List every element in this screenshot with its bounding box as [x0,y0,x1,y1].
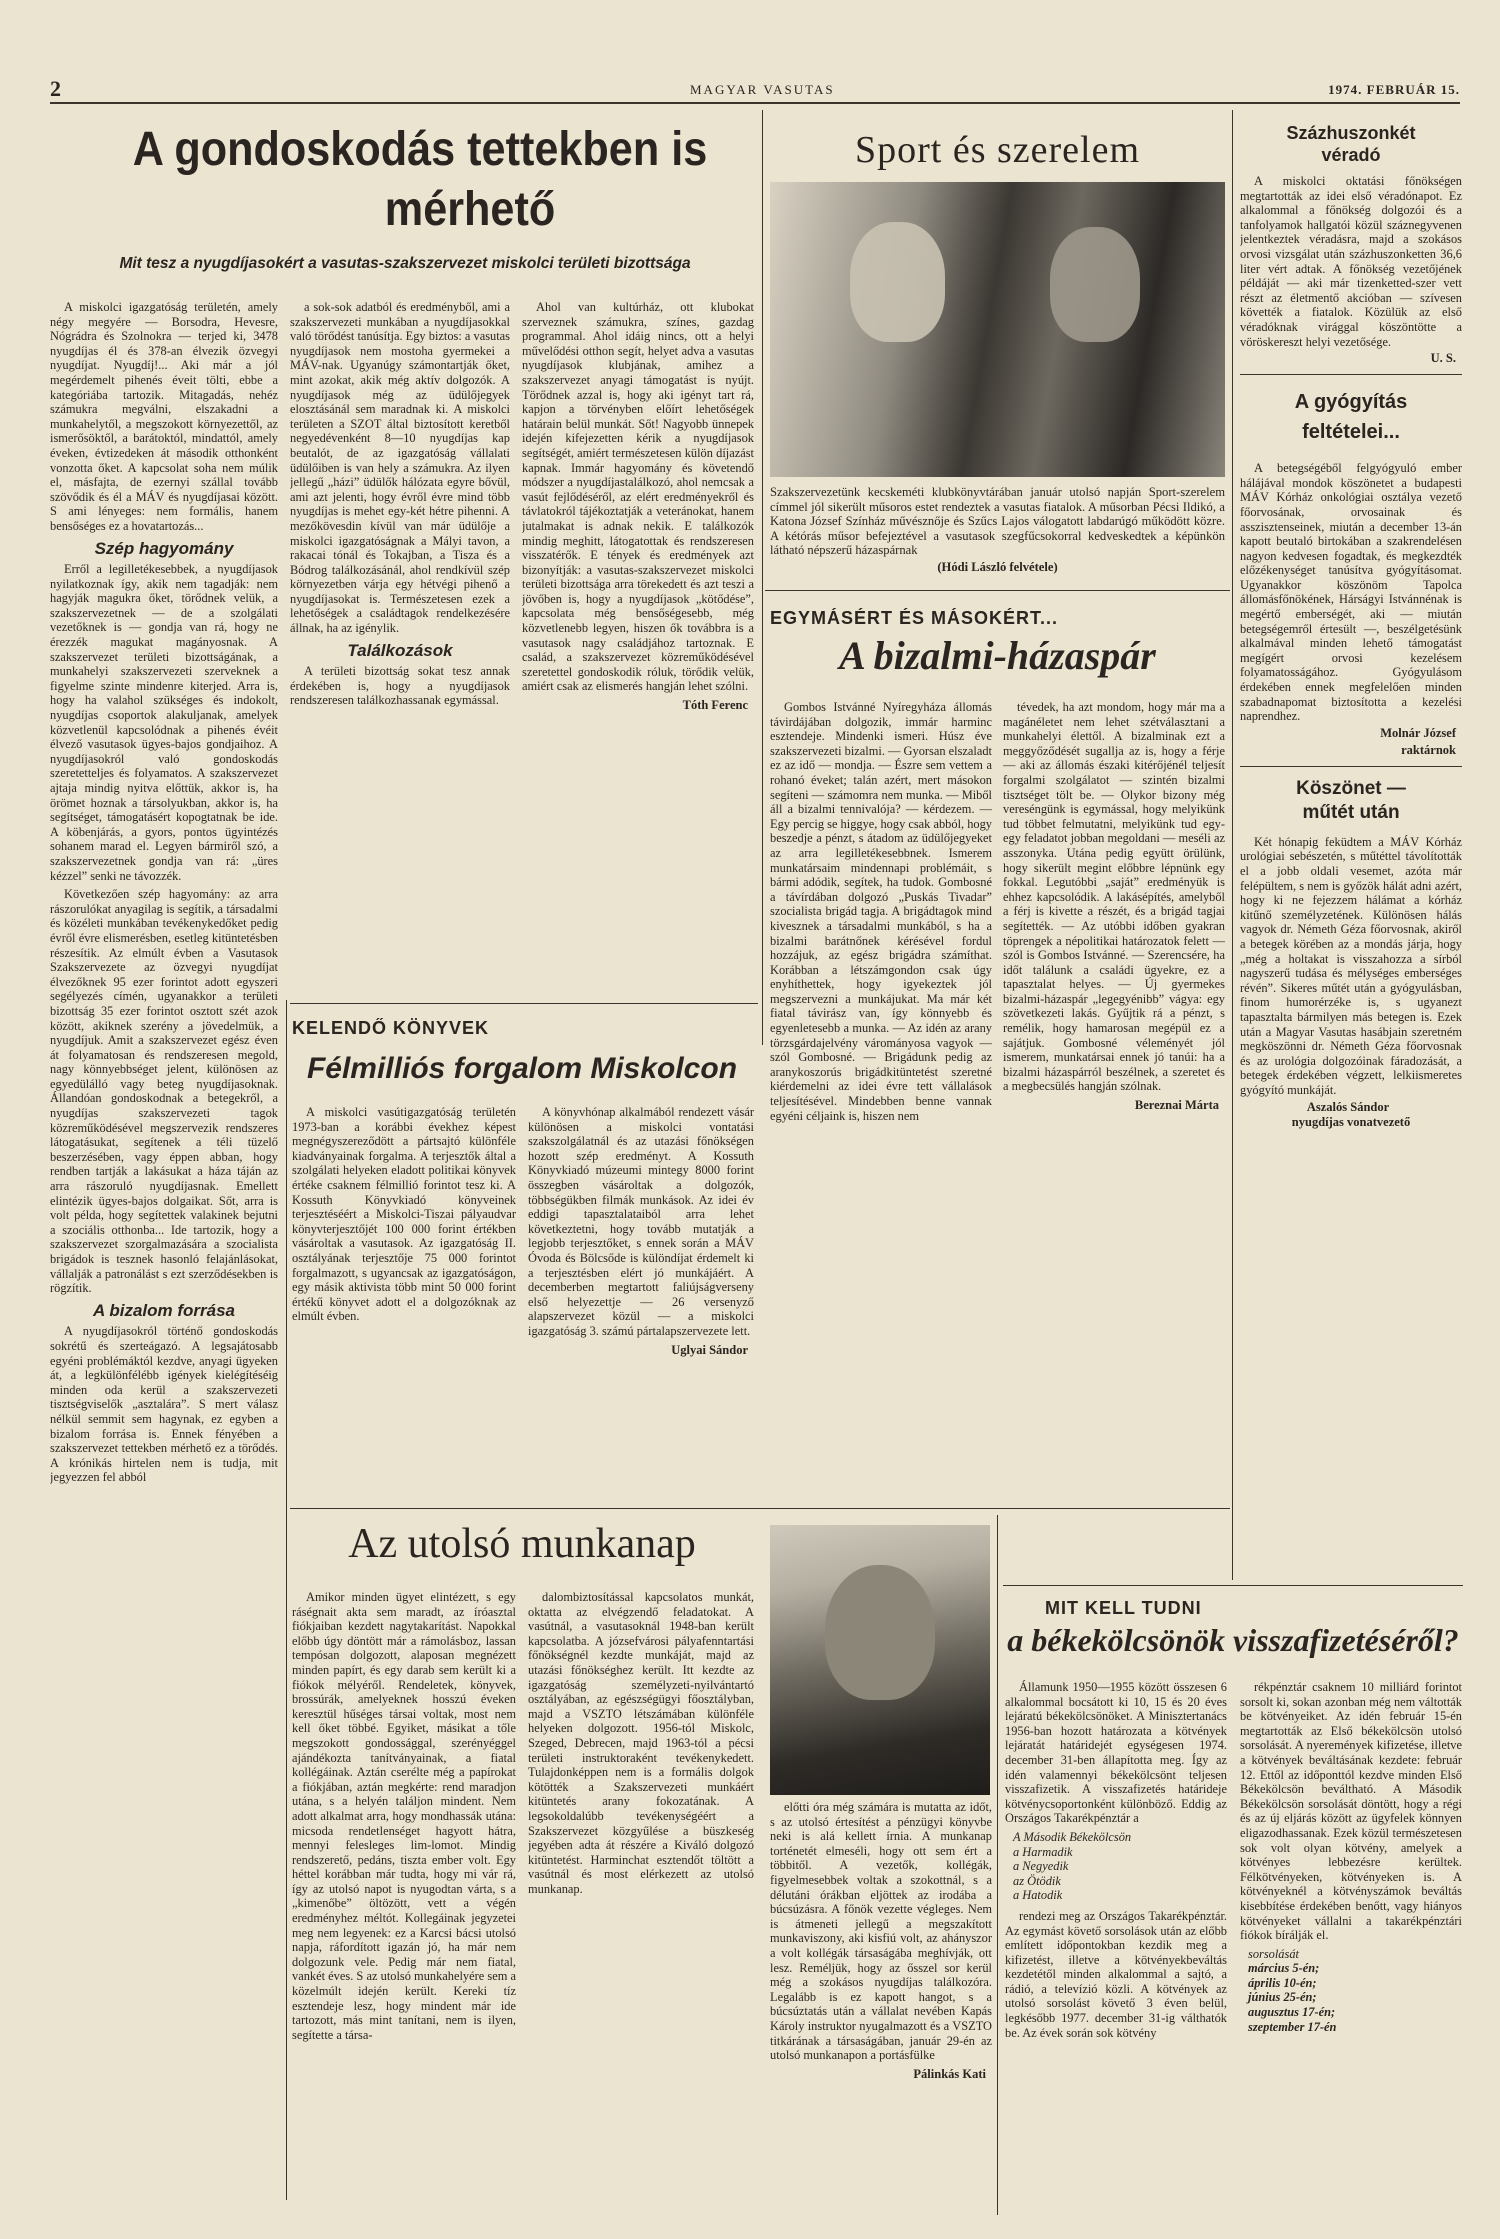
bizalmi-col2-para: tévedek, ha azt mondom, hogy már ma a magánéletet nem lehet szétválasztani a munkahelyi élettől. A bizalminak ezt a meggyőződését sugallja az is, hogy a férje — aki az állomás északi kitérőjénél teljesít forgalmi szolgálatot — szintén bizalmi tisztséget tölt be. — Olykor bizony még vereséngünk is egymással, hogy melyikünk tud többet felmutatni, melyikünk tud egy-egy feladatot jobban megoldani — meséli az asszonyka. Utána pedig együtt örülünk, hogy sikerült megint előbbre lépnünk egy fokkal. Legutóbbi „saját” eredményük is ehhez kapcsolódik. A lakásépítés, amelyből a férj is kivette a részét, és a brigád tagjai segítették. — Az utóbbi időben gyakran töprengek a népolitikai határozatok felett — szól is Gombos Istvánné. — Szerencsére, ha időt találunk a családi ügyekre, ez a tapasztalat helyes. — Új gyermekes bizalmi-házaspár „legegyénibb” vágya: egy szövetkezeti lakás. Gyűjtik rá a pénzt, s remélik, hogy hamarosan megépül ez a sajátjuk. Gombosné véleményét jól ismerem, munkatársai ennek jó tanúi: ha a bizalmi házaspárról beszélnek, a szeretet és a megbecsülés hangján szólnak. [1003,700,1225,1094]
photo-figure-man [1050,227,1140,342]
sport-credit: (Hódi László felvétele) [937,559,1058,574]
bizalmi-kicker: EGYMÁSÉRT ÉS MÁSOKÉRT... [770,608,1059,628]
koszonet-text: Két hónapig feküdtem a MÁV Kórház urológiai sebészetén, s műtéttel távolították el a jobb oldali vesemet, azóta már felépültem, s nem is győzök hálát adni azért, hogy ki ne fejezzem hálámat a kórház kitűnő személyzetének. Különösen hálás vagyok dr. Németh Géza főorvosnak, akiről a betegek körében az a mondás járja, hogy „még a holtakat is visszahozza a sírból nagyszerű tudása és mélységes emberséges révén”. Sikeres műtét után a gyógyulásban, finom humorérzéke is, s ugyanezt tapasztalta bármilyen más betegen is. Ezek után a Magyar Vasutas hasábjain szeretném megköszönni dr. Németh Géza főorvosnak és az urológia dolgozóinak fáradozását, a betegek érdekében végzett, lelkiismeretes gyógyító munkáját. [1240,834,1462,1097]
mitkell-col2 [1240,1680,1462,2210]
koszonet-sig2: nyugdíjas vonatvezető [1291,1114,1411,1129]
gyogy-title: A gyógyítás feltételei... [1294,391,1408,444]
issue-date: 1974. FEBRUÁR 15. [1328,82,1460,97]
veradas-text: A miskolci oktatási főnökségen megtartották az idei első véradónapot. Ez alkalommal a főnökség dolgozói és a tanfolyamok hallgatói közül száznegyvenen jelentkeztek véradásra, majd a szokásos orvosi vizsgálat után százhuszonketten 36,6 liter vért adtak. A főnökség vezetőjének példáját — aki már tizenketted-szer vett részt az életmentő akcióban — szívesen követték a fiatalok. Közülük az első véradóknak virággal köszöntötte a vöröskereszt helyi vezetősége. [1240,174,1462,349]
gyogy-sig1: Molnár József [1380,725,1456,740]
bizalmi-author: Bereznai Márta [1134,1098,1219,1113]
schedule-date: június 25-én; [1248,1990,1317,2005]
main-headline [100,120,740,270]
main-col1 [50,300,278,2200]
utolso-title: Az utolsó munkanap [348,1521,696,1567]
sport-caption [770,485,1225,585]
mitkell-schedule-dates [1248,1947,1462,2035]
page-number: 2 [50,80,61,101]
main-col3 [522,300,754,1000]
main-col1-para: A miskolci igazgatóság területén, amely négy megyére — Borsodra, Hevesre, Nógrádra és Szolnokra — terjed ki, 3478 nyugdíjas él és 378-an élvezik özvegyi nyugdíjat. Nyugdíj!... Aki már a jól megérdemelt pihenés éveit tölti, ebbe a kategóriába tartozik. Mitagadás, nehéz számukra megválni, elszakadni a munkahelytől, a megszokott környezettől, az ismerősöktől, a barátoktól, mindattól, amely éveken, évtizedeken át második otthonként vonzotta őket. A kapcsolat soha nem múlik el, másfajta, de ezernyi szállal tovább szövődik és él a MÁV és nyugdíjasai között. S ami lényeges: nem formális, hanem bensőséges ez a hovatartozás... [50,300,278,533]
schedule-name: az Ötödik [1013,1873,1061,1888]
divider [1232,110,1233,1580]
veradas-sig: U. S. [1430,351,1456,366]
main-col1-para: A nyugdíjasokról történő gondoskodás sokrétű és szerteágazó. A legsajátosabb egyéni problémáktól kezdve, anyagi ügyeken át, a legkülönfélébb igények kielégítéséig minden oda kerül a szakszervezeti tisztségviselők „asztalára”. S mert válasz nélkül semmit sem hagynak, ez egyben a bizalom forrása is. Ennek fényében a szakszervezet tettekben mérhető ez a törődés. A krónikás hirtelen nem is tudja, mit jegyezzen fel abból [50,1324,278,1485]
mitkell-col2-para: rékpénztár csaknem 10 milliárd forintot sorsolt ki, sokan azonban még nem váltották be kötvényeiket. Az idén február 15-én megtartották az Első békekölcsön utolsó sorsolását. A nyeremények kifizetése, illetve a kötvények beváltásának kezdete: február 12. Ettől az időponttól kezdve minden Első Békekölcsön beváltható. A Második Békekölcsön sorsolását döntött, hogy a régi és az új eljárás között az ügyfelek könnyen eligazodhassanak. Ezek közül természetesen sok volt olyan kötvény, amelyek a kötvényes lebbezésre kerültek. Félkötvényeken, kötvényeken is. A kötvényeknél a kötvényszámok beváltás kisebbítése érdekében benőtt, vagy hiányos kötvényeket vállalni a takarékpénztári fiókok bírálják el. [1240,1680,1462,1943]
mitkell-schedule [1013,1830,1227,1903]
veradas-title: Százhuszonkét véradó [1286,123,1416,165]
utolso-col3-para: előtti óra még számára is mutatta az időt, s az utolsó értesítést a pénzügyi könyvbe neki is alá kellett írnia. A munkanap torténetét elmeséli, hogy ott sem ért a többitől. A vezetők, kollégák, figyelmesebbek voltak a szokottnál, s a délutáni órákban eljöttek az irodába a búcsúzásra. A főnök vezette végleges. Nem is átmeneti jellegű a megszakított munkaviszony, aki kisfiú volt, az ahányszor a volt kollégák társaságába meghívják, ott lesz. Reméljük, hogy az ősszel sor kerül még a szokásos nyugdíjas találkozóra. Legalább is ez kapott hangot, s a búcsúztatás után a vállalat nevében Kapás Károly instruktor nyugalmazott és a VSZTO titkárának a társaságában, január 29-én az utolsó munkanapon a portásfülke [770,1800,992,2063]
koszonet-sig1: Aszalós Sándor [1306,1099,1390,1114]
bizalmi-col1-para: Gombos Istvánné Nyíregyháza állomás távirdájában dolgozik, immár harminc esztendeje. Mindenki ismeri. Húsz éve szakszervezeti bizalmi. — Gyorsan elszaladt ez az idő — mondja. — Észre sem vettem a rohanó éveket; talán azért, mert másokon segíteni — számomra nem munka. — Miből áll a bizalmi tennivalója? — kérdezem. — Egy percig se higgye, hogy csak abból, hogy beszedje a pénzt, s átadom az üdülőjegyeket az arra legilletékesebbnek. Ismerem munkatársaim mindennapi problémáit, s bármi adódik, segítek, ha tudok. Gombosné a távírdában dolgozó „Puskás Tivadar” szocialista brigád tagja. A brigádtagok mind kivesznek a társadalmi munkából, s ha a bizalmi barátnőnek kérésével fordul hozzájuk, az egész brigádra számíthat. Korábban a létszámgondon csak úgy enyhíthettek, hogy igyekeztek jól megszervezni a munkájukat. Ma már két fiatal távirász van, így könnyebb és egyenletesebb a munka. — Az idén az arany törzsgárdajelvény várományosa vagyok — szól Gombosné. — Brigádunk pedig az aranykoszorús brigádkitüntetést szeretné kiérdemelni az idei évre tett vállalások teljesítésével. Mindebben benne vannak egyéni céljaink is, hiszen nem [770,700,992,1123]
schedule-name: A Második Békekölcsön [1013,1829,1132,1844]
kelendo-kicker: KELENDŐ KÖNYVEK [292,1018,490,1038]
schedule-row [1013,1859,1227,1874]
bizalmi-col2 [1003,700,1225,1580]
utolso-author: Pálinkás Kati [913,2066,986,2081]
kelendo-col2-para: A könyvhónap alkalmából rendezett vásár különösen a miskolci vontatási szakszolgálatnál és az utazási főnökségen hozott szép eredményt. A Kossuth Könyvkiadó múzeumi mintegy 8000 forint összegben vásároltak a dolgozók, többségükben filmák munkások. Az idei év eddigi tapasztalataiból arra lehet következtetni, hogy tovább mutatják a legjobb terjesztőket, s ennek során a MÁV Óvoda és Bölcsőde is különdíjat érdemelt ki a terjesztésben elért jó munkájáért. A decemberben megtartott faliújságverseny első helyezettje — 26 versenyző alapszervezet közül — a miskolci igazgatóság 3. számú pártalapszervezete lett. [528,1105,754,1338]
sport-caption-text: Szakszervezetünk kecskeméti klubkönyvtárában január utolsó napján Sport-szerelem címmel jól sikerült műsoros estet rendeztek a vasutas fiatalok. A műsorban Pécsi Ildikó, a Katona József Színház művésznője és Szűcs Lajos válogatott labdarúgó működött közre. A kétórás műsor befejeztével a vasutasok szegfűcsokorral kedveskedtek a képünkön látható népszerű házaspárnak [770,485,1225,558]
utolso-col1 [292,1590,516,2220]
divider [1240,766,1462,767]
main-col2 [290,300,510,1000]
utolso-col2 [528,1590,754,2220]
schedule-row [1013,1888,1227,1903]
mitkell-col1-para: Államunk 1950—1955 között összesen 6 alkalommal bocsátott ki 10, 15 és 20 éves lejáratú békekölcsönöket. A Minisztertanács 1956-ban hozott határozata a kötvények lejáratát határidejét egységesen 1974. december 31-ben állapította meg. Így az idén valamennyi békekölcsönt teljesen visszafizetik. A visszafizetés határideje kötvénycsoportonként különböző. Eddig az Országos Takarékpénztár a [1005,1680,1227,1826]
koszonet-title: Köszönet — műtét után [1296,777,1406,823]
mitkell-col1-para: rendezi meg az Országos Takarékpénztár. Az egymást követő sorsolások után az előbb említett időpontokban kezdik meg a kifizetést, illetve a kötvényekbeváltás kezdetétől minden alkalommal a sajtó, a rádió, a televízió közli. A kötvények az utolsó sorsolást követő 3 éven belül, legkésőbb 1977. december 31-ig válthatók be. Az évek során sok kötvény [1005,1908,1227,2040]
main-col2-para: a sok-sok adatból és eredményből, ami a szakszervezeti munkában a nyugdíjasokkal való törődést tanúsítja. Egy biztos: a vasutas nyugdíjasok nem mostoha gyermekei a MÁV-nak. Ugyanúgy számontartják őket, mint azokat, akik még aktív dolgozók. A nyugdíjasok még az üdülőjegyek elosztásánál sem maradnak ki. A miskolci területen a SZOT által biztosított keretből negyedévenként 8—10 nyugdíjas kap beutalót, de az igazgatóság vállalati üdülőiben is van hely a számukra. Az ilyen jellegű „házi” üdülők hálózata egyre bővül, ami azt jelenti, hogy évről évre mind több nyugdíjas is mehet egy-két hétre pihenni. A mezőkövesdin kívül van már üdülője a miskolci igazgatóságnak a Mályi tavon, a rakacai tónál és Tokajban, a Tisza és a Bódrog találkozásánál, ahol rendkívül szép környezetben várja egy hétvégi pihenő a nyugdíjasokat is. Természetesen ezek a lehetőségek a családtagok rendelkezésére állnak, ha az igénylik. [290,300,510,636]
main-col3-para: Ahol van kultúrház, ott klubokat szerveznek számukra, színes, gazdag programmal. Ahol idáig nincs, ott a helyi művelődési otthon segít, helyet adva a vasutas nyugdíjasok klubjának, amihez a szakszervezet anyagi támogatást is nyújt. Törődnek azzal is, hogy aki igényt tart rá, kapjon a törvényben előírt lehetőségek határain belül munkát. Sőt! Nagyobb ünnepek idején kifejezetten kérik a nyugdíjasok segítségét, amiért természetesen külön díjazást kapnak. Immár hagyomány és követendő módszer a nyugdíjastalálkozó, ahol nemcsak a vasút fejlődéséről, az elért eredményekről és távlatokról tájékoztatják a veteránokat, hanem jutalmakat is adnak nekik. E találkozók mindig meghitt, látogatottak és rendszeresen visszatérők. E tények és eredmények azt bizonyítják: a vasutas-szakszervezet miskolci területi bizottsága arra törekedett és azt teszi a jövőben is, hogy a nyugdíjasok „kötődése”, kapcsolata még bensőségesebb, még közvetlenebb legyen, hiszen ők továbbra is a vasutasok nagy családjához tartoznak. E család, a szakszervezet közreműködésével szeretettel gondoskodik róluk, törődik velük, amiért csak az elismerés hangján lehet szólni. [522,300,754,694]
sport-photo [770,182,1225,477]
photo-figure-woman [850,222,945,342]
mitkell-col1 [1005,1680,1227,2210]
schedule-row [1013,1845,1227,1860]
sidebar [1240,112,1462,1582]
kelendo-col2 [528,1105,754,1505]
kelendo-col1 [292,1105,516,1505]
utolso-col1-para: Amikor minden ügyet elintézett, s egy ráségnait akta sem maradt, az íróasztal fiókjaiban kezdett nagytakarítást. Napokkal előbb úgy döntött már a rámolásboz, lassan tempósan dolgozott, alaposan megnézett minden papírt, és egy darab sem került ki a fiókok mélyéről. Rendeletek, könyvek, brossúrák, amelyeknek hosszú éveken keresztül hűséges társai voltak, most nem kell őket többé. Egyiket, másikat a tőle megszokott gondossággal, szerényéggel ajándékozta tanítványainak, a fiatal kollégáinak. Aztán cserélte még a papírokat a fiókjában, aztán megkérte: rend maradjon utána, s a helyén találjon mindent. Nem adott alkalmat arra, hogy mondhassák utána: micsoda rendetlenséget hagyott hátra, mennyi felesleges lim-lomot. Mindig rendszerető, pedáns, tiszta ember volt. Egy héttel korábban már tudta, hogy mi vár rá, így az utolsó napot is nyugodtan várta, s a „kimenőbe” öltözött, vett a végén eredményhez méltót. Kollegáinak jegyzetei meg nem legyenek: ez a Karcsi bácsi utolsó napja, ráfordított igazán jó, ha már nem dolgozunk vele. Pedig már nem fiatal, vankét éves. S az utolsó munkahelyére sem a közelmúlt idején került. Kereki tíz esztendeje lesz, hogy mindent már ide tartozott, más mint tanítani, nem is ilyen, segítette a társa- [292,1590,516,2042]
portrait-face [825,1565,935,1700]
gyogy-sig2: raktárnok [1401,742,1456,757]
portrait-photo [770,1525,990,1795]
gyogy-text: A betegségéből felgyógyuló ember hálájával mondok köszönetet a budapesti MÁV Kórház onkológiai osztálya vezető főorvosának, orvosainak és asszisztenseinek, miután a december 13-án kapott beutaló birtokában a szakrendelésen nagyon kedvesen fogadtak, és megkezdték előzékenységet tanúsítva gyógyításomat. Ugyanakkor köszönöm Tapolca állomásfőnökének, Hárságyi Istvánnénak is megértő emberségét, aki — miután betegségemről értesült —, beszélgetésünk alkalmával minden lehető támogatást megígért orvosi kezelésem folyamatosságához. Gyógyulásom érdekében ennek megfelelően minden szabadnapomat biztosította a kezelési naprendhez. [1240,461,1462,724]
divider [286,1000,287,2200]
main-col1-para: Következően szép hagyomány: az arra rászorulókat anyagilag is segítik, a társadalmi és közéleti munkában tevékenykedőket pedig évről évre elismerésben, esetleg kitüntetésben részesítik. Az elmúlt évben a Vasutasok Szakszervezete az özvegyi nyugdíjat élvezőknek 95 ezer forintot adott egyszeri segélyezés címén, ugyanakkor a területi bizottság 35 ezer forintot osztott szét azok között, akiknek szerény a jövedelmük, a nyugdíjuk. Amit a szakszervezet egész éven át folyamatosan és rendszeresen megold, nagy könnyebbséget jelent, különösen az egyedülálló vagy beteg nyugdíjasoknak. Állandóan gondoskodnak a betegekről, a nyugdíjas szakszervezeti tagok közreműködésével megszervezik rendszeres látogatásukat, segítenek a téli tüzelő beszerzésében, vagy éppen abban, hogy rendben tartják a lakásukat a háza táján az arra rászoruló nyugdíjasnak. Emellett elintézik ügyes-bajos dolgaikat. Sőt, arra is volt példa, hogy segítettek valakinek bejutni a szociális otthonba... Ide tartozik, hogy a szakszervezet szorgalmazására a szocialista brigádok is tesznek hasonló felajánlásokat, vállalják a patronálást s ezt szerződésekben is rögzítik. [50,887,278,1296]
headline-line2: mérhető [384,183,556,236]
main-subtitle: Mit tesz a nyugdíjasokért a vasutas-szakszervezet miskolci területi bizottsága [119,255,691,272]
divider [765,590,1230,591]
kelendo-title: Félmilliós forgalom Miskolcon [306,1052,738,1085]
utolso-col2-para: dalombiztosítással kapcsolatos munkát, oktatta az elvégzendő feladatokat. A vasútnál, a vasutasoknál 1948-ban került kapcsolatba. A józsefvárosi pályafenntartási főnökségnél kezdte munkáját, majd az utazási főnökséghez került. Itt kezdte az igazgatóság személyzeti-nyilvántartó osztályában, az egészségügyi főosztályban, majd a VSZTO létszámában különféle helyeken dolgozott. 1956-tól Miskolc, Szeged, Debrecen, majd 1963-tól a pécsi területi instruktoraként tevékenykedett. Tulajdonképpen nem is a formális dolgok kötötték a Szakszervezeti munkáért kitüntetés arany fokozatának. A legsokoldalúbb tevékenységéért a Szakszervezet közgyűlése a büszkeség jegyében adta át részére a Kiváló dolgozó kitüntetést. Harminchat esztendőt töltött a vasútnál és most elérkezett az utolsó munkanap. [528,1590,754,1896]
divider [1240,374,1462,375]
divider [290,1003,758,1004]
kelendo-author: Uglyai Sándor [671,1342,748,1357]
paper-name: MAGYAR VASUTAS [690,82,835,97]
main-col2-para: A területi bizottság sokat tesz annak érdekében is, hogy a nyugdíjasok rendszeresen találkozhassanak egymással. [290,664,510,708]
main-col1-para: Erről a legilletékesebbek, a nyugdíjasok nyilatkoznak így, akik nem tagadják: nem hagyják magukra őket, törődnek velük, a szakszervezetnek — de a szolgálati vezetőknek is — gondja van rá, hogy ne érezzék magukat magányosnak. A szakszervezet területi bizottságának, a munkahelyi szakszervezeti szerveknek a figyelme szinte mindenre kiterjed. Arra is, hogy ha valahol szükséges és indokolt, nyugdíjas csoportok alakuljanak, amelyek közvetlenül kapcsolódnak a pihenés évéit élvező vasutasok ügyes-bajos gondjaihoz. A nyugdíjasokról való gondoskodás szeretetteljes és folyamatos. A szakszervezet ajtaja mindig nyitva előttük, akkor is, ha örömet hoznak a társolyukban, akkor is, ha segítséget, támogatásért kopogtatnak be ide. A köbenjárás, a gyors, pontos ügyintézés sohanem marad el. Legyen bármiről szó, a szakszervezetnek gondja van rá: „üres kézzel” senki ne távozzék. [50,562,278,883]
bizalmi-col1 [770,700,992,1580]
divider [997,1515,998,2215]
subhead-szep: Szép hagyomány [94,538,234,558]
schedule-date: április 10-én; [1248,1975,1317,1990]
kelendo-col1-para: A miskolci vasútigazgatóság területén 1973-ban a korábbi évekhez képest megnégyszereződött a pártsajtó különféle kiadványainak forgalma. A terjesztők által a szolgálati helyeken eladott politikai könyvek értéke csaknem félmillió forintot tesz ki. A Kossuth Könyvkiadó könyveinek terjesztéséért a Miskolci-Tiszai pályaudvar könyvterjesztőjét 100 000 forint értékben vásároltak a vasutasok. Az igazgatóság II. osztályának terjesztője 75 000 forintot forgalmazott, s ugyancsak az igazgatóságon, egy másik aktivista több mint 50 000 forint értékű könyvet adott el a dolgozóknak az elmúlt évben. [292,1105,516,1324]
schedule-name: a Harmadik [1013,1844,1073,1859]
bizalmi-title: A bizalmi-házaspár [839,633,1156,678]
schedule-name: a Negyedik [1013,1859,1069,1874]
divider [1003,1585,1463,1586]
schedule-date: szeptember 17-én [1248,2019,1337,2034]
page-header [50,80,1460,102]
utolso-col3 [770,1800,992,2220]
headline-line1: A gondoskodás tettekben is [132,123,708,176]
schedule-row [1013,1830,1227,1845]
subhead-talal: Találkozások [347,640,453,660]
sport-title: Sport és szerelem [854,129,1141,171]
mitkell-title: a békekölcsönök visszafizetéséről? [1007,1622,1459,1658]
schedule-date: március 5-én; [1248,1961,1320,1976]
schedule-date: augusztus 17-én; [1248,2005,1336,2020]
schedule-name: a Hatodik [1013,1888,1063,1903]
subhead-bizalom: A bizalom forrása [92,1300,236,1320]
schedule-prefix: sorsolását [1248,1946,1299,1961]
divider [762,110,763,1045]
main-author: Tóth Ferenc [682,698,748,713]
header-rule [50,102,1460,104]
divider [290,1508,1230,1509]
schedule-row [1013,1874,1227,1889]
mitkell-kicker: MIT KELL TUDNI [1045,1598,1202,1618]
